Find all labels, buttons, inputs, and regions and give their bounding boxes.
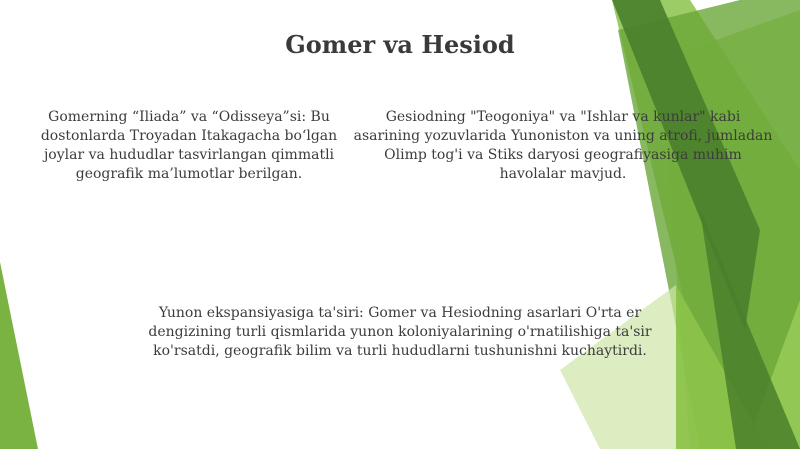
left-corner-triangle bbox=[0, 262, 38, 449]
influence-paragraph: Yunon ekspansiyasiga ta'siri: Gomer va Hesiodning asarlari O'rta er dengizining turli qismlarida yunon koloniyalarining o'rnatilishiga ta'sir ko'rsatdi, geografik bilim va turli hududlarni tushunishni kuchaytirdi. bbox=[148, 305, 652, 359]
hesiod-paragraph: Gesiodning "Teogoniya" va "Ishlar va kunlar" kabi asarining yozuvlarida Yunoniston va uning atrofi, jumladan Olimp tog'i va Stiks daryosi geografiyasiga muhim havolalar mavjud. bbox=[353, 109, 773, 182]
gomer-paragraph: Gomerning “Iliada” va “Odisseya”si: Bu dostonlarda Troyadan Itakagacha bo‘lgan joylar va hududlar tasvirlangan qimmatli geografik ma’lumotlar berilgan. bbox=[40, 109, 338, 182]
slide-title: Gomer va Hesiod bbox=[285, 30, 515, 59]
